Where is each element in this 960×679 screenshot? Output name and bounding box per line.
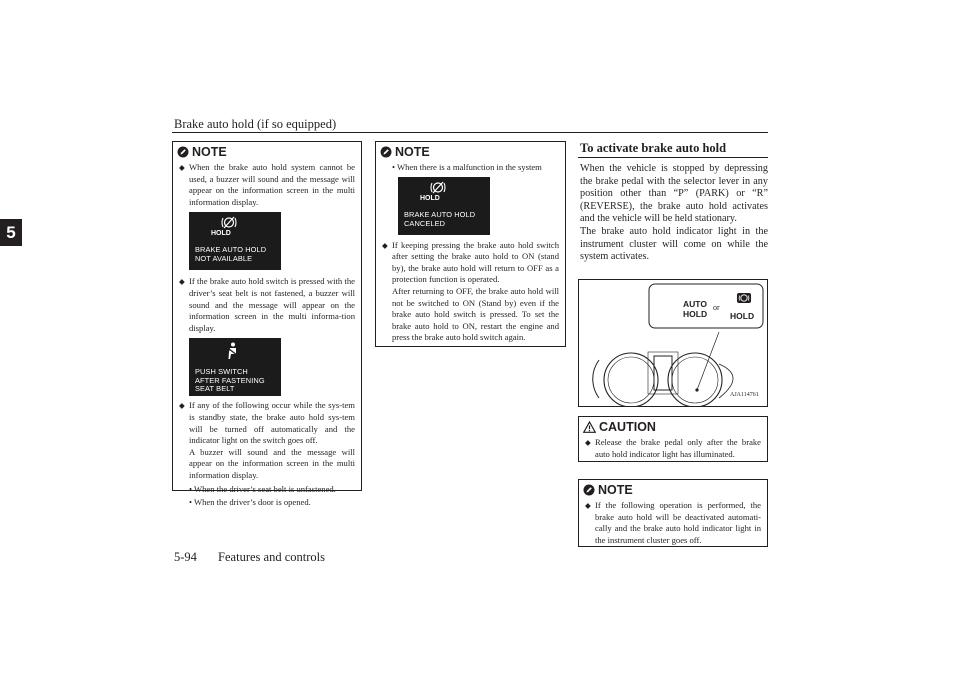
- page-footer: [174, 550, 325, 565]
- left-note-bullet-1: ◆ When the brake auto hold system cannot be used, a buzzer will sound and the message will appear on the information screen in the multi information display.: [179, 162, 355, 208]
- screen-line-1: BRAKE AUTO HOLD: [195, 245, 267, 255]
- right-note-bullet-1: ◆ If the following operation is performed, the brake auto hold will be deactivated automati-cally and the brake auto hold indicator light in the instrument cluster goes off.: [585, 500, 761, 546]
- note-heading: [177, 144, 355, 159]
- left-note-bullet-3: ◆ If any of the following occur while the sys-tem is standby state, the brake auto hold sys-tem will be turned off automatically and the indicator light on the switch goes off.: [179, 400, 355, 446]
- left-note-bullet-3-cont: A buzzer will sound and the message will appear on the information screen in the multi information display.: [189, 446, 355, 480]
- pencil-note-icon: [380, 146, 392, 158]
- footer-section: Features and controls: [218, 550, 325, 564]
- left-note-sub-2: • When the driver’s door is opened.: [189, 497, 311, 508]
- header-rule: [172, 132, 768, 133]
- left-note-bullet-2: ◆ If the brake auto hold switch is pressed with the driver’s seat belt is not fastened, a buzzer will sound and the message will appear on the information screen in the multi informa-tion display.: [179, 276, 355, 334]
- auto-hold-switch-label-2: HOLD: [683, 309, 708, 319]
- page-number: 5-94: [174, 550, 197, 564]
- caution-heading: [583, 419, 761, 434]
- note-heading: [380, 144, 559, 159]
- left-note-sub-1: • When the driver’s seat belt is unfastened.: [189, 483, 336, 494]
- note-heading-label: NOTE: [395, 144, 430, 159]
- cluster-drawing: [579, 280, 767, 406]
- note-heading-label: NOTE: [192, 144, 227, 159]
- screen-line-1: PUSH SWITCH: [195, 367, 248, 377]
- hold-icon-label: HOLD: [211, 230, 231, 238]
- hold-indicator-icon: [221, 216, 237, 229]
- screen-line-2: CANCELED: [404, 218, 446, 228]
- caution-heading-label: CAUTION: [599, 419, 656, 434]
- section-heading: To activate brake auto hold: [580, 141, 727, 155]
- mid-note-sub-1: • When there is a malfunction in the system: [392, 162, 542, 172]
- display-screen-canceled: [398, 177, 490, 235]
- note-heading: [583, 482, 761, 497]
- mid-note-bullet-1-cont: After returning to OFF, the brake auto hold will not be switched to ON (Stand by) even if the brake auto hold switch is pressed. To set the brake auto hold to ON, restart the engine and press the brake auto hold switch again.: [392, 285, 559, 343]
- screen-line-3: SEAT BELT: [195, 384, 235, 394]
- figure-code: AJA114761: [730, 392, 759, 398]
- or-label: or: [713, 303, 720, 312]
- right-note-box: [578, 479, 768, 547]
- left-note-box: [172, 141, 362, 508]
- screen-line-2: NOT AVAILABLE: [195, 254, 253, 264]
- note-heading-label: NOTE: [598, 482, 633, 497]
- auto-hold-switch-label-1: AUTO: [683, 299, 707, 309]
- seat-belt-icon: [227, 342, 239, 360]
- activation-body-text: When the vehicle is stopped by depressing the brake pedal with the selector lever in any position other than “P” (PARK) or “R” (REVERSE), the brake auto hold activates and the vehicle will be held stationary. The brake auto hold indicator light in the instrument cluster will come on while the system activates.: [580, 163, 768, 263]
- display-screen-seat-belt: [189, 338, 281, 396]
- section-rule: [578, 157, 768, 158]
- mid-note-box: [375, 141, 566, 347]
- hold-indicator-icon: [430, 181, 446, 194]
- instrument-cluster-illustration: [578, 279, 768, 407]
- mid-note-bullet-1: ◆ If keeping pressing the brake auto hold switch after setting the brake auto hold to ON (stand by), the brake auto hold will return to OFF as a protection function is operated.: [382, 240, 559, 286]
- chapter-tab: 5: [0, 219, 22, 246]
- pencil-note-icon: [583, 484, 595, 496]
- caution-box: [578, 416, 768, 462]
- warning-triangle-icon: [583, 421, 596, 433]
- caution-bullet-1: ◆ Release the brake pedal only after the brake auto hold indicator light has illuminated.: [585, 437, 761, 460]
- display-screen-not-available: [189, 212, 281, 270]
- hold-icon-label: HOLD: [420, 194, 440, 202]
- screen-line-2: AFTER FASTENING: [195, 375, 265, 385]
- screen-line-1: BRAKE AUTO HOLD: [404, 209, 476, 219]
- page-header-title: Brake auto hold (if so equipped): [174, 117, 337, 131]
- hold-indicator-label: HOLD: [730, 311, 755, 321]
- pencil-note-icon: [177, 146, 189, 158]
